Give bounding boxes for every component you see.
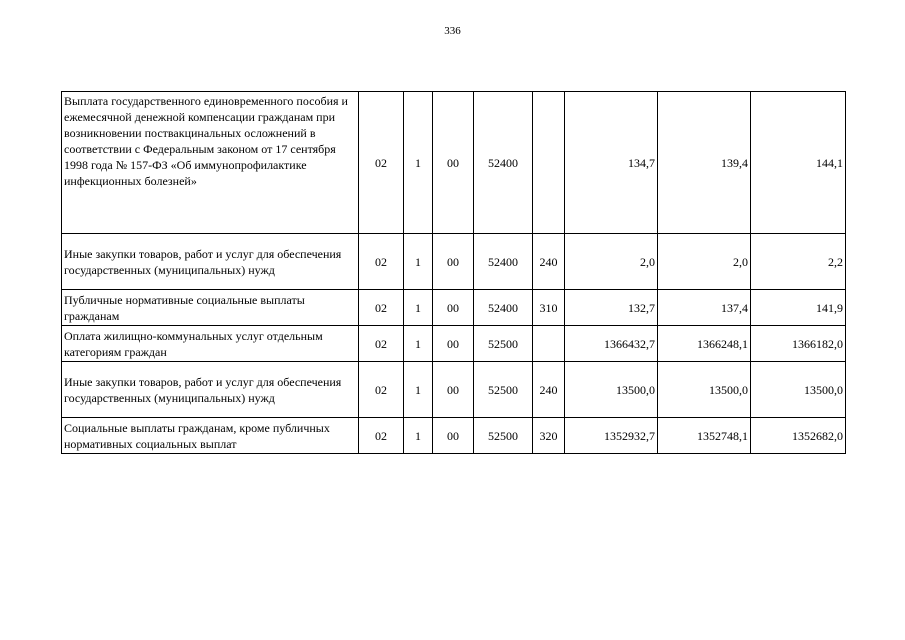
code-program: 00 (433, 362, 474, 418)
amount-year-3: 144,1 (751, 92, 846, 234)
amount-year-2: 139,4 (658, 92, 751, 234)
row-name: Социальные выплаты гражданам, кроме публичных нормативных социальных выплат (62, 418, 359, 454)
amount-year-1: 2,0 (565, 234, 658, 290)
table-row (62, 290, 846, 326)
code-expense-type (533, 92, 565, 234)
amount-year-3: 13500,0 (751, 362, 846, 418)
table-row (62, 326, 846, 362)
code-program: 00 (433, 290, 474, 326)
code-expense-type (533, 326, 565, 362)
budget-table (61, 91, 846, 454)
code-target: 52500 (474, 418, 533, 454)
code-subsection: 1 (404, 234, 433, 290)
row-name: Иные закупки товаров, работ и услуг для обеспечения государственных (муниципальных) нужд (62, 362, 359, 418)
amount-year-2: 1366248,1 (658, 326, 751, 362)
row-name: Оплата жилищно-коммунальных услуг отдельным категориям граждан (62, 326, 359, 362)
code-subsection: 1 (404, 418, 433, 454)
amount-year-3: 1352682,0 (751, 418, 846, 454)
amount-year-1: 1366432,7 (565, 326, 658, 362)
code-target: 52500 (474, 326, 533, 362)
page-number: 336 (444, 25, 461, 37)
code-program: 00 (433, 418, 474, 454)
code-section: 02 (359, 362, 404, 418)
amount-year-1: 1352932,7 (565, 418, 658, 454)
code-program: 00 (433, 92, 474, 234)
code-expense-type: 320 (533, 418, 565, 454)
code-target: 52400 (474, 234, 533, 290)
amount-year-3: 1366182,0 (751, 326, 846, 362)
code-section: 02 (359, 290, 404, 326)
amount-year-2: 2,0 (658, 234, 751, 290)
code-program: 00 (433, 326, 474, 362)
row-name: Публичные нормативные социальные выплаты гражданам (62, 290, 359, 326)
code-subsection: 1 (404, 290, 433, 326)
amount-year-3: 141,9 (751, 290, 846, 326)
table-row (62, 234, 846, 290)
amount-year-1: 132,7 (565, 290, 658, 326)
code-section: 02 (359, 418, 404, 454)
code-subsection: 1 (404, 362, 433, 418)
amount-year-1: 13500,0 (565, 362, 658, 418)
amount-year-2: 1352748,1 (658, 418, 751, 454)
code-target: 52400 (474, 290, 533, 326)
code-program: 00 (433, 234, 474, 290)
code-target: 52400 (474, 92, 533, 234)
code-expense-type: 310 (533, 290, 565, 326)
amount-year-3: 2,2 (751, 234, 846, 290)
code-subsection: 1 (404, 326, 433, 362)
code-section: 02 (359, 92, 404, 234)
code-target: 52500 (474, 362, 533, 418)
amount-year-1: 134,7 (565, 92, 658, 234)
amount-year-2: 137,4 (658, 290, 751, 326)
table-row (62, 418, 846, 454)
table-row (62, 362, 846, 418)
table-row (62, 92, 846, 234)
code-expense-type: 240 (533, 362, 565, 418)
code-subsection: 1 (404, 92, 433, 234)
amount-year-2: 13500,0 (658, 362, 751, 418)
code-section: 02 (359, 326, 404, 362)
code-section: 02 (359, 234, 404, 290)
row-name: Выплата государственного единовременного пособия и ежемесячной денежной компенсации гражданам при возникновении поствакцинальных осложнений в соответствии с Федеральным законом от 17 сентября 1998 года № 157-ФЗ «Об иммунопрофилактике инфекционных болезней» (62, 92, 359, 234)
code-expense-type: 240 (533, 234, 565, 290)
row-name: Иные закупки товаров, работ и услуг для обеспечения государственных (муниципальных) нужд (62, 234, 359, 290)
